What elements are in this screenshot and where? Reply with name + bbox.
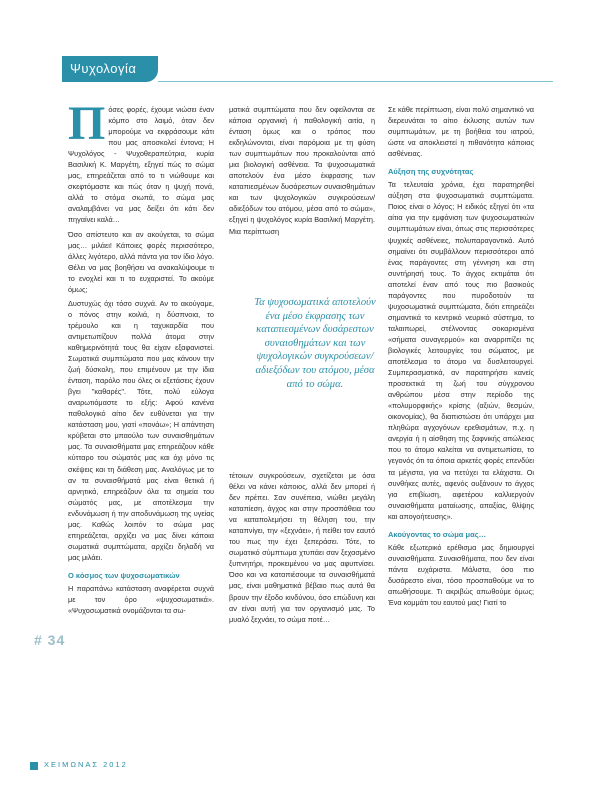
pull-quote: Τα ψυχοσωματικά αποτελούν ένα μέσο έκφρασης των καταπιεσμένων δυσάρεστων συναισθημάτων και των ψυχολογικών συγκρούσεων/ αδιεξόδων του ατόμου, μέσα από το σώμα. [254,297,376,390]
paragraph-4: Η παραπάνω κατάσταση αναφέρεται συχνά με τον όρο «ψυχοσωματικά». «Ψυχοσωματικά ονομάζονται τα σω- [68,583,214,616]
paragraph-3: Δυστυχώς όχι τόσο συχνά. Αν το ακούγαμε, ο πόνος στην κοιλιά, η δύσπνοια, το τρέμουλο και η ταχυκαρδία που αντιμετωπίζουν πολλά άτομα στην καθημερινότητά τους θα είχαν εξαφανιστεί. Σωματικά συμπτώματα που μας κάνουν την ζωή δύσκολη, που επιμένουν με την ίδια ένταση, παρόλο που όλες οι εξετάσεις έχουν βγει "καθαρές". Τότε, πολύ εύλογα αναρωτιόμαστε το εξής: Αφού κανένα παθολογικό αίτιο δεν ευθύνεται για την κατάσταση μου, γιατί «πονάω»; Η απάντηση κρύβεται στο μπαούλο των συναισθημάτων μας. Τα συναισθήματα μας επηρεάζουν κάθε κύτταρο του σώματός μας και όχι μόνο τις σκέψεις και τη διάθεση μας. Αναλόγως με το αν τα συναισθήματά μας είναι θετικά ή αρνητικά, επηρεάζουν όλα τα σημεία του σώματός μας, με αποτέλεσμα την ενδυνάμωση ή την αποδυνάμωση της υγείας μας. Καθώς λοιπόν το σώμα μας επηρεάζεται, αρχίζει να μας δίνει κάποια σωματικά συμπτώματα, αρχίζει δηλαδή να μας μιλάει. [68,298,214,562]
section-rule [158,81,553,82]
footer-issue: ΧΕΙΜΩΝΑΣ 2012 [44,760,128,769]
paragraph-5: ματικά συμπτώματα που δεν οφείλονται σε κάποια οργανική ή παθολογική αιτία, η ένταση όμως και ο τρόπος που εκδηλώνονται, είναι παρόμοια με τη φύση των συμπτωμάτων που προκαλούνται από μια βιολογική ασθένεια. Τα ψυχοσωματικά αποτελούν ένα μέσο έκφρασης των καταπιεσμένων δυσάρεστων συναισθημάτων και των ψυχολογικών συγκρούσεων/ αδιεξόδων του ατόμου, μέσα από το σώμα», εξηγεί η ψυχολόγος κυρία Βασιλική Μαργέτη. Μια περίπτωση [229,105,375,236]
column-2-top [229,104,375,240]
subheading-psychosomatic-world: Ο κόσμος των ψυχοσωματικών [68,570,180,580]
intro-paragraph [68,97,214,226]
page-number: # 34 [34,632,66,648]
footer-square [30,762,38,770]
paragraph-7: Σε κάθε περίπτωση, είναι πολύ σημαντικό να διερευνάται το αίτιο έκλυσης αυτών των συμπτωμάτων, με τη βοήθεια του ιατρού, ώστε να αποκλειστεί η πιθανότητα κάποιας ασθένειας. [388,105,534,159]
drop-cap: Π [68,97,106,150]
paragraph-9: Κάθε εξωτερικό ερέθισμα μας δημιουργεί συναισθήματα. Συναισθήματα, που δεν είναι πάντα ευχάριστα. Μάλιστα, όσο πιο δυσάρεστο είναι, τόσο προσπαθούμε να το απωθήσουμε. Τι ακριβώς απωθούμε όμως; Ένα κομμάτι του εαυτού μας! Γιατί το [388,542,534,608]
section-label: Ψυχολογία [62,56,158,82]
intro-text: όσες φορές, έχουμε νιώσει έναν κόμπο στο λαιμό, όταν δεν μπορούμε να εκφράσουμε κάτι που μας αποσκολεί έντονα; Η Ψυχολόγος - Ψυχοθεραπεύτρια, κυρία Βασιλική Κ. Μαργέτη, εξηγεί πώς το σώμα μας, επηρεάζεται από το τι νιώθουμε και σκεφτόμαστε και πώς όταν η ψυχή πονά, αλλά το στόμα σιωπά, το σώμα μας αναλαμβάνει να μας δείξει ότι κάτι δεν πηγαίνει καλά… [68,105,214,225]
paragraph-6: τέτοιων συγκρούσεων, σχετίζεται με όσα θέλει να κάνει κάποιος, αλλά δεν μπορεί ή δεν πρέπει. Σαν συνέπεια, νιώθει μεγάλη καταπίεση, άγχος και στην προσπάθεια του να καταπολεμήσει τη θέληση του, την καταπνίγει, την «ξεχνάει», ή πείθει τον εαυτό του πως την έχει ξεπεράσει. Τότε, το σωματικό σύμπτωμα χτυπάει σαν ξεχασμένο ξυπνητήρι, προκειμένου να μας αφυπνίσει. Όσο και να καταπιέσουμε τα συναισθήματά μας, είναι μαθηματικά βέβαιο πως αυτά θα βρουν την έξοδο κινδύνου, όσο επώδυνη και αν είναι αυτή για τον οργανισμό μας. Το μυαλό ξεχνάει, το σώμα ποτέ… [229,471,375,624]
column-3 [388,104,534,611]
column-1 [68,97,214,619]
column-2-bottom [229,470,375,628]
subheading-listening-body: Ακούγοντας το σώμα μας… [388,529,487,539]
paragraph-8: Τα τελευταία χρόνια, έχει παρατηρηθεί αύξηση στα ψυχοσωματικά συμπτώματα. Ποιος είναι ο λόγος; Η ειδικός εξηγεί ότι «τα αίτια για την εμφάνιση των ψυχοσωματικών συμπτωμάτων είναι, όπως στις περισσότερες ψυχικές ασθένειες, πολυπαραγοντικά. Αυτό σημαίνει ότι συμβάλλουν περισσότεροι από ένας παράγοντες στη γέννηση και στη συντήρησή τους. Το άγχος εκτιμάται ότι αποτελεί έναν από τους πιο βασικούς παράγοντες που πυροδοτούν τα ψυχοσωματικά συμπτώματα, διότι επηρεάζει σημαντικά το κεντρικό νευρικό σύστημα, το ταλαιπωρεί, στέλνοντας σοκαρισμένα «σήματα συναγερμού» και αναρριπίζει τις βιολογικές λειτουργίες του σώματος, με αποτέλεσμα το άτομο να δυσλειτουργεί. Συμπερασματικά, αν παρατηρήσει κανείς προσεκτικά τη ζωή του σύγχρονου ανθρώπου μέσα στην περίοδο της «πολυμορφικής» κρίσης (αξιών, θεσμών, οικονομίας), θα διαπιστώσει ότι υπάρχει μια πληθώρα αγχογόνων ερεθισμάτων, π.χ. η ανεργία ή η αίσθηση της ξαφνικής απώλειας που το άτομο καλείται να αντιμετωπίσει, το γεγονός ότι τα όποια αρκετές φορές επενδύει τα μέγιστα, για να πετύχει τα ελάχιστα. Οι συνθήκες αυτές, αφενός αυξάνουν το άγχος για επιβίωση, αφετέρου καλλιεργούν συναισθήματα ματαίωσης, απαξίας, θλίψης και απογοήτευσης». [388,180,534,521]
subheading-frequency-increase: Αύξηση της συχνότητας [388,167,474,177]
paragraph-2: Όσο απίστευτο και αν ακούγεται, το σώμα μας… μιλάει! Κάποιες φορές περισσότερο, άλλες λιγότερο, αλλά πάντα για τον ίδιο λόγο. Θέλει να μας βοηθήσει να ανακαλύψουμε τι το ενοχλεί και τι το ευχαριστεί. Το ακούμε όμως; [68,229,214,294]
